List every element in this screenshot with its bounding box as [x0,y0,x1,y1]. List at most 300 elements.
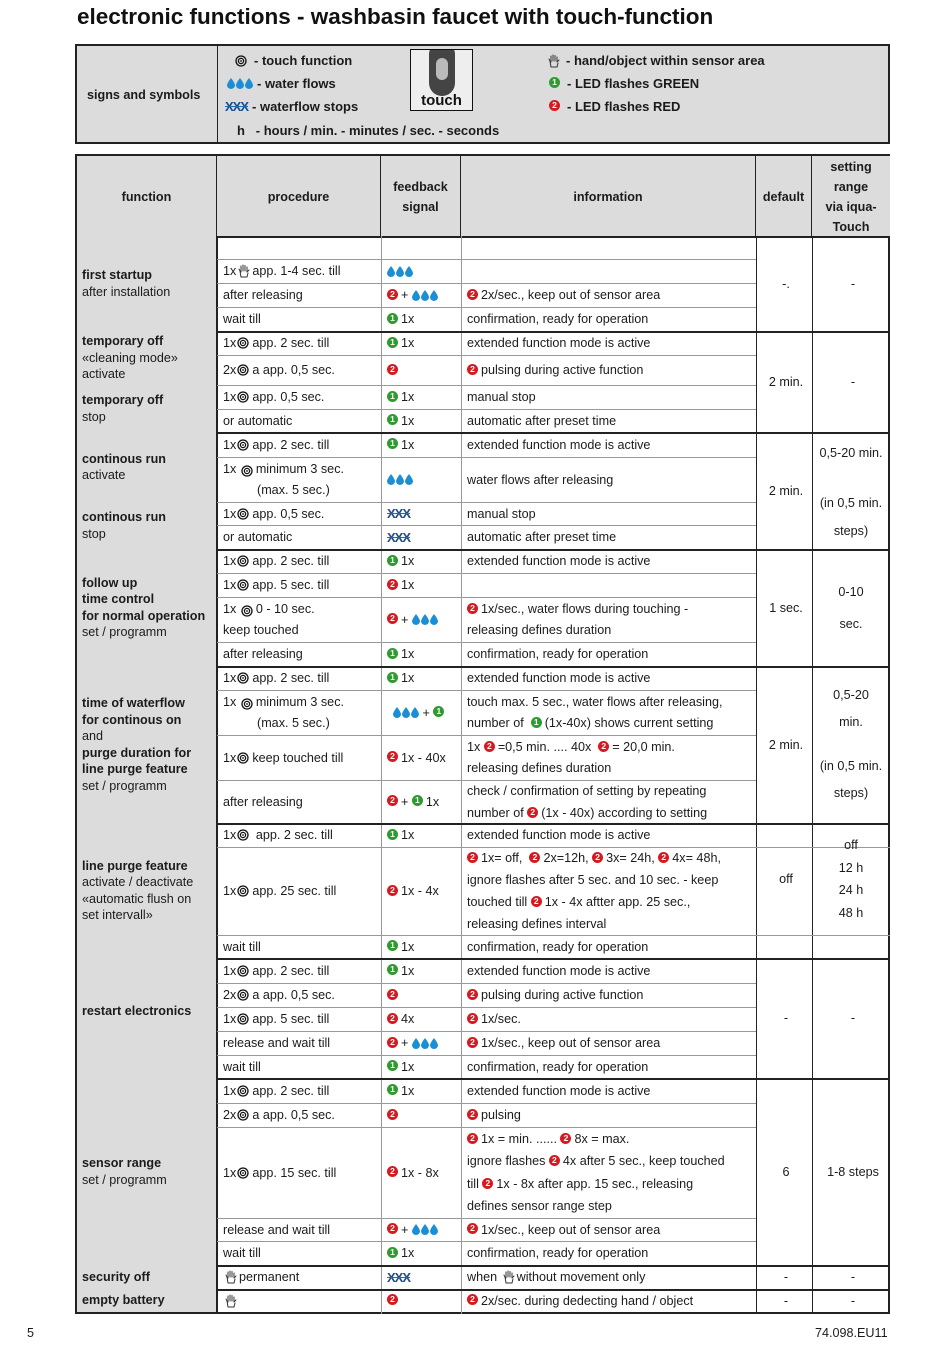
function-first-startup: first startup after installation [77,236,217,331]
text: 1x/sec., keep out of sensor area [481,1036,661,1050]
text: release and wait till [223,1036,331,1050]
legend-water-label: - water flows [257,76,336,91]
touch-function-icon [237,989,249,1001]
text: + [401,1222,409,1237]
led-green-icon: 1 [387,414,398,425]
led-red-icon: 2 [387,579,398,590]
legend-hand-label: - hand/object within sensor area [566,53,765,68]
text: 2 min. [768,374,804,389]
procedure-cell [223,1103,379,1127]
legend-stop-label: - waterflow stops [252,99,359,114]
info-cell [467,385,754,409]
legend-heading: signs and symbols [87,88,201,102]
text: 1 sec. [769,600,803,615]
water-drops-icon [412,290,438,301]
text: steps) [833,786,869,800]
text: 1x [223,264,237,278]
text: (1x-40x) shows current setting [544,715,714,730]
led-red-icon: 2 [527,807,538,818]
waterflow-stop-icon: XXX [225,99,249,114]
text: 1x [401,647,415,661]
text: 0,5-20 min. [819,446,883,460]
functions-table [75,154,890,1314]
feedback-cell [387,983,459,1007]
text: - [850,374,856,389]
feedback-cell [387,1265,459,1289]
range-cell [818,331,888,432]
waterflow-stop-icon: XXX [387,506,411,521]
touch-function-icon [241,463,253,475]
legend-green [549,76,699,91]
led-red-icon: 2 [387,1223,398,1234]
procedure-cell [223,307,379,331]
text: + [401,612,409,627]
text: 1x [401,828,415,842]
text: 1x [401,437,415,452]
led-green-icon: 1 [387,438,398,449]
procedure-cell [223,1218,379,1241]
feedback-cell [387,1289,459,1312]
procedure-cell [223,502,379,525]
led-green-icon: 1 [549,77,560,88]
hand-icon [548,54,560,68]
text: after releasing [223,794,303,809]
info-cell [467,1055,754,1078]
feedback-cell [387,573,459,597]
procedure-cell [223,735,379,780]
procedure-cell [223,983,379,1007]
text: 1x/sec., keep out of sensor area [481,1222,661,1237]
procedure-cell [223,690,379,735]
feedback-cell [387,1241,459,1265]
text: - [783,1293,789,1308]
default-cell [762,958,810,1078]
feedback-cell [387,1031,459,1055]
text: wait till [223,1246,261,1260]
procedure-cell [223,823,379,847]
range-cell [818,958,888,1078]
text: 3x= 24h, [606,851,655,865]
feedback-cell [387,1127,459,1218]
text: - [783,1270,789,1284]
legend-water [227,76,336,91]
info-cell [467,983,754,1007]
feedback-cell [387,525,459,549]
legend-panel [75,44,890,144]
info-cell [467,935,754,958]
text: releasing defines duration [467,622,612,637]
touch-function-icon [237,391,249,403]
feedback-cell [387,549,459,573]
text: 1-8 steps [827,1164,879,1179]
text: 1x= off, [481,851,523,865]
procedure-cell [223,958,379,983]
text: + [422,705,430,720]
text: 2x=12h, [543,851,589,865]
text: app. 2 sec. till [252,671,330,685]
procedure-cell [223,780,379,823]
default-cell [762,432,810,549]
text: 2x [223,363,237,377]
function-line-purge: line purge feature activate / deactivate «automatic flush on set intervall» [77,823,217,958]
text: 2 min. [768,483,804,498]
function-restart-electronics: restart electronics [77,958,217,1078]
text: app. 5 sec. till [252,578,330,592]
touch-function-icon [235,55,247,67]
touch-function-icon [237,555,249,567]
function-temporary-off-activate: temporary off «cleaning mode» activate [77,331,217,385]
led-red-icon: 2 [549,100,560,111]
text: 2x/sec., keep out of sensor area [481,288,661,302]
text: number of [467,805,524,820]
text: automatic after preset time [467,413,617,428]
procedure-cell [223,432,379,457]
function-time-of-waterflow: time of waterflow for continous on and purge duration for line purge feature set / programm [77,666,217,823]
touch-function-icon [237,752,249,764]
hand-icon [238,264,250,278]
function-empty-battery: empty battery [77,1289,217,1312]
text: -. [782,276,790,291]
text: confirmation, ready for operation [467,1246,649,1260]
text: 1x [401,963,415,978]
led-red-icon: 2 [387,613,398,624]
text: minimum 3 sec. [255,694,344,709]
header-procedure: procedure [217,156,381,238]
legend-stop [225,99,358,114]
led-red-icon: 2 [387,364,398,375]
touch-function-icon [237,337,249,349]
legend-hand [546,53,765,68]
range-cell [812,688,890,800]
info-cell [467,307,754,331]
range-cell [818,1265,888,1289]
feedback-cell [387,847,459,935]
led-red-icon: 2 [467,364,478,375]
text: 1x - 4x [401,884,439,898]
text: extended function mode is active [467,1083,651,1098]
led-red-icon: 2 [387,1109,398,1120]
text: check / confirmation of setting by repeating [467,783,707,798]
text: app. 2 sec. till [252,336,330,350]
text: confirmation, ready for operation [467,312,649,326]
text: water flows after releasing [467,472,614,487]
text: wait till [223,939,261,954]
text: a app. 0,5 sec. [252,988,335,1002]
text: 1x/sec., water flows during touching - [481,601,689,616]
led-red-icon: 2 [658,852,669,863]
feedback-cell [387,1055,459,1078]
text: - [850,276,856,291]
text: app. 2 sec. till [252,437,330,452]
text: wait till [223,1059,261,1074]
led-red-icon: 2 [387,1166,398,1177]
range-cell [812,446,890,538]
info-cell [467,549,754,573]
default-cell [762,666,810,823]
water-drops-icon [412,1038,438,1049]
text: off [779,872,793,886]
procedure-cell [223,1007,379,1031]
info-cell [467,847,754,935]
text: extended function mode is active [467,828,651,842]
info-cell [467,1241,754,1265]
text: 8x = max. [574,1131,630,1146]
procedure-cell [223,1241,379,1265]
text: touched till [467,895,528,909]
legend-touch [234,53,352,68]
text: minimum 3 sec. [255,461,344,476]
touch-function-icon [237,579,249,591]
header-setting: setting range via iqua- Touch [812,156,890,238]
default-cell [762,1265,810,1289]
led-red-icon: 2 [387,1037,398,1048]
led-green-icon: 1 [433,706,444,717]
text: extended function mode is active [467,437,651,452]
legend-hours [237,123,499,138]
text: defines sensor range step [467,1199,612,1213]
text: pulsing [481,1108,521,1122]
led-green-icon: 1 [387,940,398,951]
water-drops-icon [387,474,413,485]
led-red-icon: 2 [387,751,398,762]
text: - [783,1011,789,1025]
legend-red-label: - LED flashes RED [567,99,681,114]
info-cell [467,1078,754,1103]
text: app. 0,5 sec. [252,506,325,521]
text: 1x [425,794,440,809]
range-cell [812,838,890,920]
led-green-icon: 1 [387,555,398,566]
info-cell [467,355,754,385]
text: automatic after preset time [467,530,617,544]
text: app. 5 sec. till [252,1012,330,1026]
default-cell [762,236,810,331]
text: off [844,838,858,852]
text: 1x [223,578,237,592]
procedure-cell [223,409,379,432]
col-divider [756,236,757,1314]
water-drops-icon [227,78,253,89]
procedure-cell [223,457,379,502]
text: app. 1-4 sec. till [252,264,341,278]
procedure-cell [223,1265,379,1289]
water-drops-icon [387,266,413,277]
text: permanent [239,1270,300,1284]
text: a app. 0,5 sec. [252,1108,335,1122]
info-cell [467,642,754,666]
info-cell [467,283,754,307]
led-red-icon: 2 [387,1294,398,1305]
feedback-cell [387,1078,459,1103]
function-continous-run-activate: continous run activate [77,432,217,502]
text: 1x [401,578,415,592]
info-cell [467,735,754,780]
led-red-icon: 2 [484,741,495,752]
touch-function-icon [237,508,249,520]
text: 0 - 10 sec. [255,601,315,616]
text: + [401,1036,409,1050]
info-cell [467,597,754,642]
info-cell [467,1218,754,1241]
text: 6 [782,1164,790,1179]
procedure-cell [223,525,379,549]
led-red-icon: 2 [467,1037,478,1048]
text: 1x [223,336,237,350]
col-divider [381,236,382,1314]
feedback-cell [387,1218,459,1241]
feedback-cell [387,457,459,502]
header-function: function [77,156,217,238]
text: a app. 0,5 sec. [252,363,335,377]
text: min. [839,715,863,729]
touch-function-icon [237,885,249,897]
procedure-cell [223,642,379,666]
feedback-cell [387,432,459,457]
led-red-icon: 2 [387,1013,398,1024]
text: 1x [223,1165,237,1180]
text: without movement only [516,1270,646,1284]
feedback-cell [387,780,459,823]
header-feedback: feedback signal [381,156,461,238]
touch-function-icon [241,696,253,708]
text: 1x [223,437,237,452]
text: 1x [223,884,237,898]
led-red-icon: 2 [549,1155,560,1166]
info-cell [467,502,754,525]
text: (in 0,5 min. [819,759,883,773]
text: app. 2 sec. till [252,554,330,568]
water-drops-icon [393,707,419,718]
info-cell [467,1007,754,1031]
text: 2 min. [768,737,804,752]
text: confirmation, ready for operation [467,647,649,661]
led-red-icon: 2 [467,1133,478,1144]
feedback-cell [387,355,459,385]
text: + [401,794,409,809]
led-green-icon: 1 [387,648,398,659]
procedure-cell [223,355,379,385]
feedback-cell [387,958,459,983]
header-default: default [756,156,812,238]
procedure-cell [223,847,379,935]
function-continous-run-stop: continous run stop [77,502,217,549]
text: 1x [223,461,237,476]
text: 2x/sec. during dedecting hand / object [481,1293,694,1308]
hand-icon [503,1270,515,1284]
feedback-cell [387,1007,459,1031]
text: pulsing during active function [481,363,644,377]
touch-function-icon [237,439,249,451]
feedback-cell [387,283,459,307]
text: steps) [833,524,869,538]
text: 1x [467,739,481,754]
led-green-icon: 1 [387,829,398,840]
text: ignore flashes after 5 sec. and 10 sec. - keep [467,873,719,887]
text: - [850,1011,856,1025]
text: touch max. 5 sec., water flows after releasing, [467,694,723,709]
text: + [401,288,409,302]
feedback-cell [387,409,459,432]
led-green-icon: 1 [387,391,398,402]
procedure-cell [223,935,379,958]
procedure-cell [223,1289,379,1312]
text: extended function mode is active [467,963,651,978]
info-cell [467,525,754,549]
text: 1x [223,671,237,685]
text: 1x [401,939,415,954]
feedback-cell [387,385,459,409]
text: 1x - 40x [401,750,446,765]
touch-function-icon [237,364,249,376]
info-cell [467,409,754,432]
led-red-icon: 2 [467,1223,478,1234]
text: (max. 5 sec.) [257,482,330,497]
procedure-cell [223,573,379,597]
text: when [467,1270,498,1284]
info-cell [467,1127,754,1218]
procedure-cell [223,1031,379,1055]
led-green-icon: 1 [531,717,542,728]
text: till [467,1176,479,1191]
text: 0,5-20 [833,688,869,702]
procedure-cell [223,385,379,409]
led-red-icon: 2 [529,852,540,863]
led-red-icon: 2 [592,852,603,863]
text: extended function mode is active [467,554,651,568]
text: or automatic [223,413,293,428]
text: or automatic [223,530,293,544]
text: (in 0,5 min. [819,496,883,510]
text: keep touched till [252,750,344,765]
text: confirmation, ready for operation [467,939,649,954]
feedback-cell [387,259,459,283]
text: (1x - 40x) according to setting [541,805,708,820]
text: wait till [223,312,261,326]
led-red-icon: 2 [387,795,398,806]
text: app. 25 sec. till [252,884,337,898]
text: sec. [839,617,863,631]
text: 24 h [838,883,864,898]
procedure-cell [223,283,379,307]
text: 1x [401,1083,415,1098]
legend-touch-label: - touch function [254,53,353,68]
touch-function-icon [237,1013,249,1025]
info-cell [467,331,754,355]
led-green-icon: 1 [387,313,398,324]
default-cell [762,1289,810,1312]
feedback-cell [387,690,459,735]
feedback-cell [387,307,459,331]
feedback-cell [387,666,459,690]
touch-finger-image [410,49,473,111]
range-cell [812,585,890,631]
procedure-cell [223,1127,379,1218]
hand-icon [225,1294,237,1308]
legend-hours-label: h - hours / min. - minutes / sec. - seconds [237,123,500,138]
text: app. 15 sec. till [252,1165,337,1180]
function-temporary-off-stop: temporary off stop [77,385,217,432]
info-cell [467,432,754,457]
waterflow-stop-icon: XXX [387,1269,411,1285]
text: =0,5 min. .... 40x [497,739,592,754]
procedure-cell [223,259,379,283]
col-divider [217,236,218,1314]
legend-divider [217,46,218,142]
touch-function-icon [237,1109,249,1121]
led-red-icon: 2 [387,989,398,1000]
text: 2x [223,988,237,1002]
feedback-cell [387,502,459,525]
